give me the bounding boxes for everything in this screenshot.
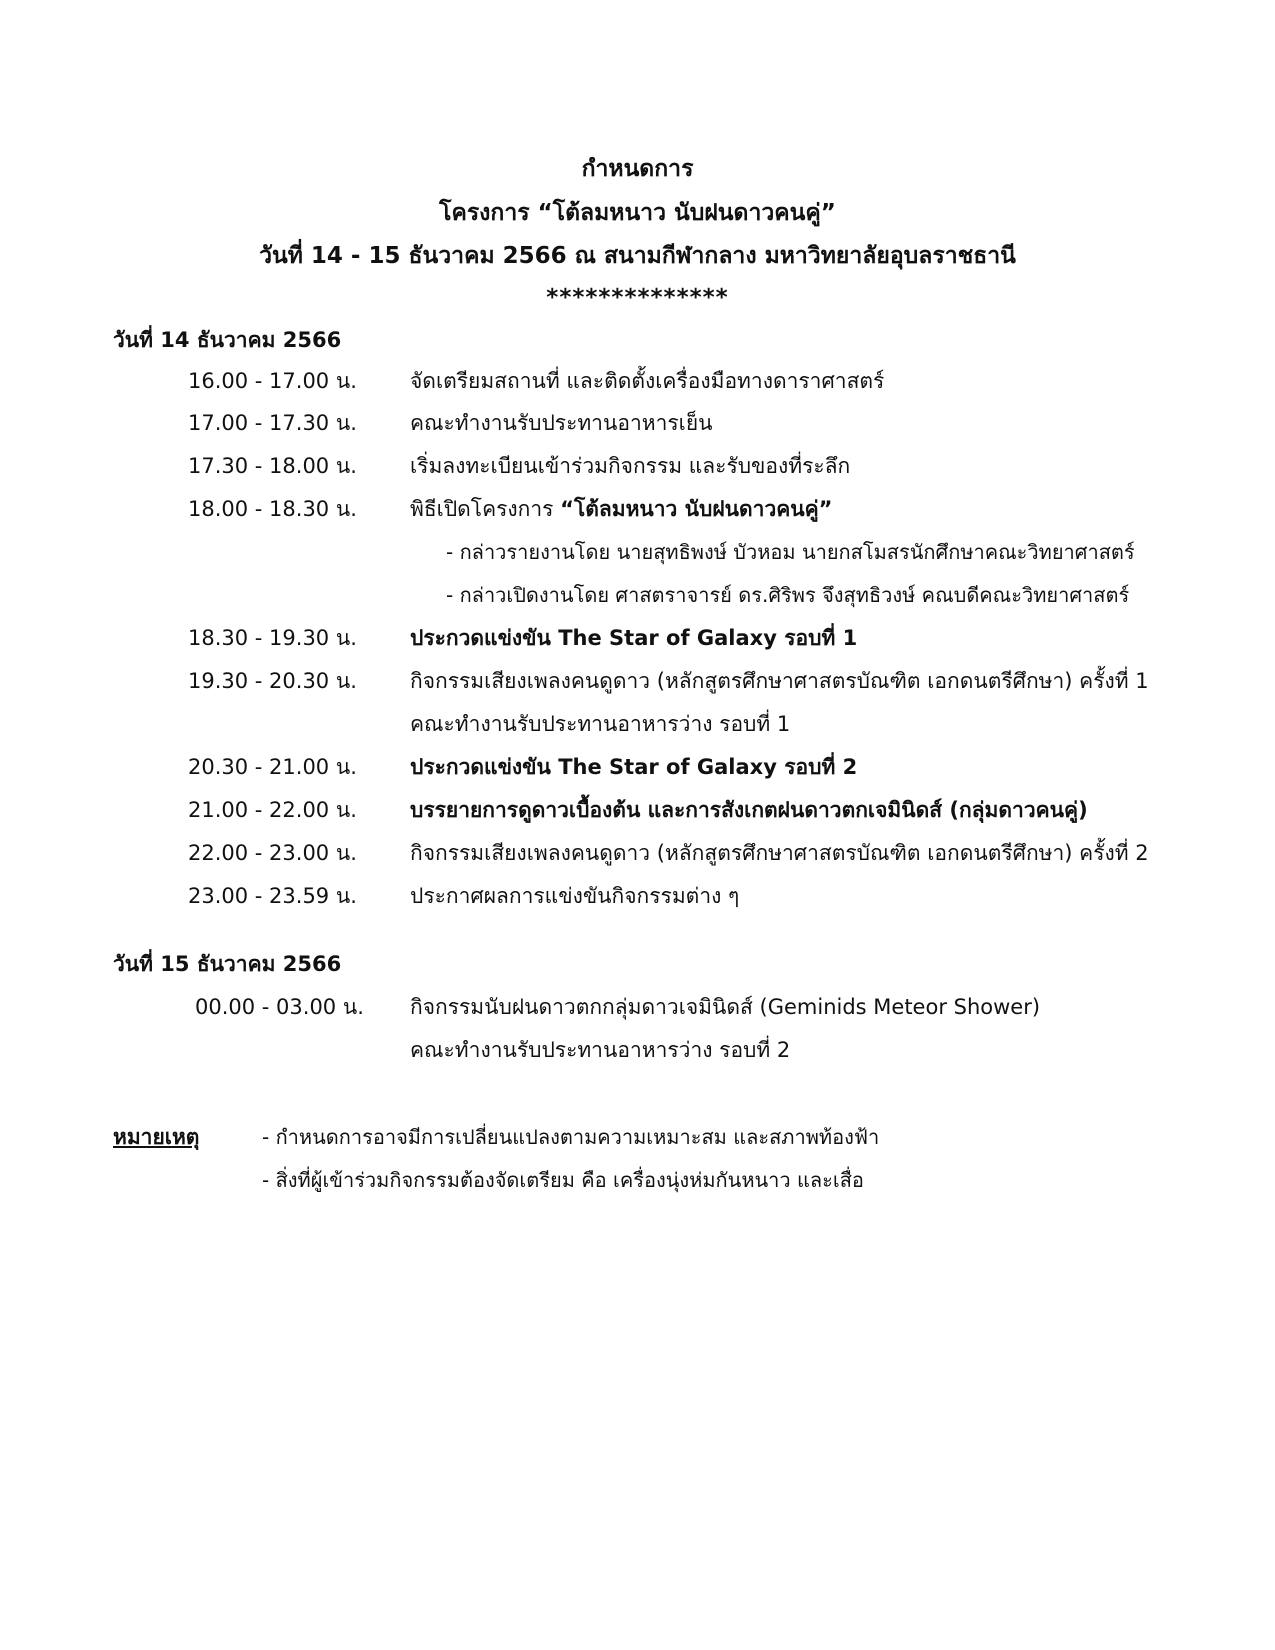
schedule-row xyxy=(0,796,1275,826)
time-slot: 23.00 - 23.59 น. xyxy=(188,884,357,908)
activity-text: ประกวดแข่งขัน The Star of Galaxy รอบที่ 1 xyxy=(410,626,858,650)
activity-text: ประกวดแข่งขัน The Star of Galaxy รอบที่ 2 xyxy=(410,755,858,779)
activity-prefix: พิธีเปิดโครงการ xyxy=(410,497,561,521)
activity-text: คณะทำงานรับประทานอาหารเย็น xyxy=(410,411,713,435)
schedule-row xyxy=(0,367,1275,397)
schedule-row xyxy=(0,667,1275,697)
time-slot: 16.00 - 17.00 น. xyxy=(188,369,357,393)
activity-text: คณะทำงานรับประทานอาหารว่าง รอบที่ 1 xyxy=(410,712,791,736)
schedule-subrow xyxy=(0,538,1275,568)
schedule-row xyxy=(0,624,1275,654)
activity-text xyxy=(410,495,832,523)
time-slot: 00.00 - 03.00 น. xyxy=(195,995,364,1019)
time-slot: 18.30 - 19.30 น. xyxy=(188,626,357,650)
schedule-row xyxy=(0,409,1275,439)
activity-text: จัดเตรียมสถานที่ และติดตั้งเครื่องมือทางดาราศาสตร์ xyxy=(410,369,885,393)
schedule-row xyxy=(0,452,1275,482)
time-slot: 18.00 - 18.30 น. xyxy=(188,497,357,521)
activity-text: กิจกรรมเสียงเพลงคนดูดาว (หลักสูตรศึกษาศาสตรบัณฑิต เอกดนตรีศึกษา) ครั้งที่ 1 xyxy=(410,669,1149,693)
opening-report-speaker: - กล่าวรายงานโดย นายสุทธิพงษ์ บัวหอม นายกสโมสรนักศึกษาคณะวิทยาศาสตร์ xyxy=(446,540,1135,564)
activity-text: กิจกรรมนับฝนดาวตกกลุ่มดาวเจมินิดส์ (Geminids Meteor Shower) xyxy=(410,995,1041,1019)
opening-speech-speaker: - กล่าวเปิดงานโดย ศาสตราจารย์ ดร.ศิริพร จึงสุทธิวงษ์ คณบดีคณะวิทยาศาสตร์ xyxy=(446,583,1130,607)
schedule-row xyxy=(0,839,1275,869)
notes-label: หมายเหตุ xyxy=(113,1125,200,1149)
note-item: - กำหนดการอาจมีการเปลี่ยนแปลงตามความเหมาะสม และสภาพท้องฟ้า xyxy=(262,1125,880,1149)
time-slot: 21.00 - 22.00 น. xyxy=(188,798,357,822)
schedule-subrow xyxy=(0,1036,1275,1066)
time-slot: 17.00 - 17.30 น. xyxy=(188,411,357,435)
schedule-row xyxy=(0,753,1275,783)
activity-text: ประกาศผลการแข่งขันกิจกรรมต่าง ๆ xyxy=(410,884,740,908)
schedule-subrow xyxy=(0,581,1275,611)
time-slot: 19.30 - 20.30 น. xyxy=(188,669,357,693)
schedule-row xyxy=(0,495,1275,525)
day2-heading: วันที่ 15 ธันวาคม 2566 xyxy=(113,952,342,976)
activity-text: เริ่มลงทะเบียนเข้าร่วมกิจกรรม และรับของที่ระลึก xyxy=(410,454,851,478)
header-separator: ************** xyxy=(546,285,729,311)
project-name-inline: “โต้ลมหนาว นับฝนดาวคนคู่” xyxy=(560,497,833,521)
document-title: กำหนดการ xyxy=(581,156,694,182)
day1-heading: วันที่ 14 ธันวาคม 2566 xyxy=(113,328,342,352)
note-item: - สิ่งที่ผู้เข้าร่วมกิจกรรมต้องจัดเตรียม คือ เครื่องนุ่งห่มกันหนาว และเสื่อ xyxy=(262,1168,864,1192)
activity-text: กิจกรรมเสียงเพลงคนดูดาว (หลักสูตรศึกษาศาสตรบัณฑิต เอกดนตรีศึกษา) ครั้งที่ 2 xyxy=(410,841,1149,865)
schedule-row xyxy=(0,882,1275,912)
schedule-subrow xyxy=(0,710,1275,740)
activity-text: คณะทำงานรับประทานอาหารว่าง รอบที่ 2 xyxy=(410,1038,791,1062)
schedule-row xyxy=(0,993,1275,1023)
project-name: โครงการ “โต้ลมหนาว นับฝนดาวคนคู่” xyxy=(439,200,836,226)
time-slot: 20.30 - 21.00 น. xyxy=(188,755,357,779)
activity-text: บรรยายการดูดาวเบื้องต้น และการสังเกตฝนดาวตกเจมินิดส์ (กลุ่มดาวคนคู่) xyxy=(410,798,1088,822)
time-slot: 17.30 - 18.00 น. xyxy=(188,454,357,478)
event-date-venue: วันที่ 14 - 15 ธันวาคม 2566 ณ สนามกีฬากลาง มหาวิทยาลัยอุบลราชธานี xyxy=(259,243,1016,269)
time-slot: 22.00 - 23.00 น. xyxy=(188,841,357,865)
